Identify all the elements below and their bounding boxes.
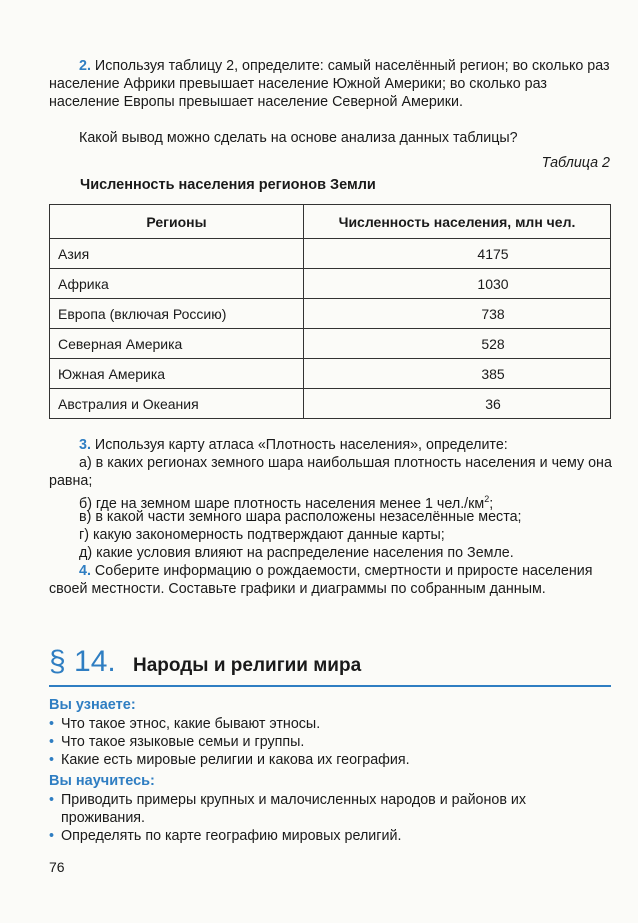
table-caption: Таблица 2 (541, 155, 610, 171)
population-cell: 36 (304, 389, 611, 419)
task-3-item-c: в) в какой части земного шара расположены незаселённые места; (79, 509, 522, 525)
list-item (49, 715, 614, 733)
table-row (50, 299, 611, 329)
bullet-icon: • (49, 792, 55, 808)
task-2-body: Используя таблицу 2, определите: самый населённый регион; во сколько раз население Африки превышает население Южной Америки; во сколько раз население Европы превышает население Северной Америки. (49, 58, 610, 110)
table-row (50, 329, 611, 359)
task-2-number: 2. (79, 58, 91, 74)
bullet-icon: • (49, 734, 55, 750)
skills-heading: Вы научитесь: (49, 773, 155, 789)
bullet-icon: • (49, 752, 55, 768)
population-cell: 4175 (304, 239, 611, 269)
list-item-text: Определять по карте географию мировых религий. (61, 828, 402, 844)
task-4-text (49, 562, 614, 598)
population-cell: 738 (304, 299, 611, 329)
section-number: § 14. (49, 645, 116, 678)
list-item (49, 827, 614, 845)
task-3-item-a: а) в каких регионах земного шара наибольшая плотность населения и чему она равна; (49, 455, 612, 489)
task-3-item-b-text: б) где на земном шаре плотность населения менее 1 чел./км (79, 495, 485, 512)
learn-list (49, 715, 614, 769)
task-2-text (49, 57, 614, 111)
list-item-text: Что такое этнос, какие бывают этносы. (61, 716, 321, 732)
task-3-number: 3. (79, 437, 91, 453)
table-row (50, 389, 611, 419)
task-2-question (49, 129, 614, 147)
population-table (49, 204, 611, 419)
page-number: 76 (49, 859, 65, 875)
list-item (49, 751, 614, 769)
list-item-text: Какие есть мировые религии и какова их география. (61, 752, 410, 768)
task-3-item-e: д) какие условия влияют на распределение населения по Земле. (79, 545, 514, 561)
region-cell: Северная Америка (50, 329, 304, 359)
task-2-question-text: Какой вывод можно сделать на основе анализа данных таблицы? (79, 130, 518, 146)
section-title: Народы и религии мира (133, 655, 362, 676)
list-item-text: Что такое языковые семьи и группы. (61, 734, 305, 750)
task-3-item-d: г) какую закономерность подтверждают данные карты; (79, 527, 445, 543)
list-item (49, 791, 614, 827)
region-cell: Южная Америка (50, 359, 304, 389)
table-title: Численность населения регионов Земли (80, 177, 376, 193)
list-item (49, 733, 614, 751)
table-row (50, 239, 611, 269)
population-cell: 385 (304, 359, 611, 389)
header-regions: Регионы (50, 205, 304, 239)
region-cell: Австралия и Океания (50, 389, 304, 419)
list-item-text: Приводить примеры крупных и малочисленных народов и районов их проживания. (61, 792, 527, 826)
table-header-row (50, 205, 611, 239)
region-cell: Азия (50, 239, 304, 269)
skills-list (49, 791, 614, 845)
population-cell: 528 (304, 329, 611, 359)
punct: ; (489, 495, 494, 512)
table-row (50, 359, 611, 389)
header-population: Численность населения, млн чел. (304, 205, 611, 239)
region-cell: Европа (включая Россию) (50, 299, 304, 329)
superscript: 2 (484, 494, 490, 504)
task-3-intro-text: Используя карту атласа «Плотность населения», определите: (94, 437, 508, 453)
learn-heading: Вы узнаете: (49, 697, 136, 713)
section-heading (49, 645, 611, 687)
bullet-icon: • (49, 828, 55, 844)
population-cell: 1030 (304, 269, 611, 299)
table-row (50, 269, 611, 299)
task-4-number: 4. (79, 563, 91, 579)
task-3-intro (49, 436, 614, 454)
task-4-body: Соберите информацию о рождаемости, смертности и приросте населения своей местности. Составьте графики и диаграммы по собранным данным. (49, 563, 593, 597)
region-cell: Африка (50, 269, 304, 299)
bullet-icon: • (49, 716, 55, 732)
